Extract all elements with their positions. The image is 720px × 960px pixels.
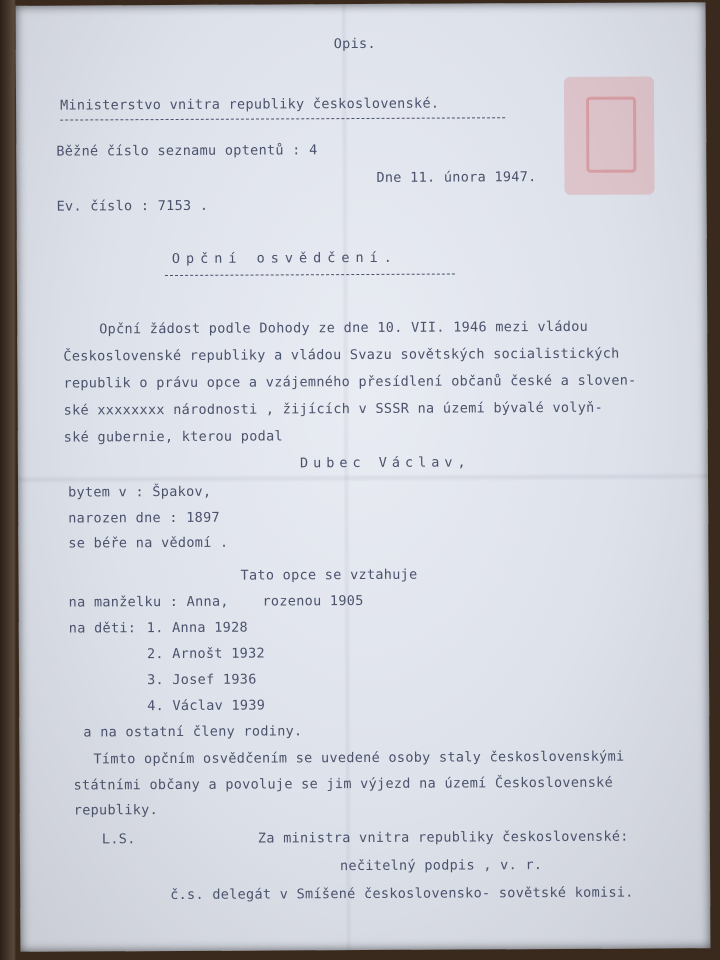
wife-line: na manželku : Anna, rozenou 1905 [68, 592, 364, 611]
closing-line-1: Tímto opčním osvědčením se uvedené osoby staly československými [93, 748, 625, 768]
body-line-1: Opční žádost podle Dohody ze dne 10. VII. 1946 mezi vládou [99, 318, 589, 338]
closing-line-2: státními občany a povoluje se jim výjezd na území Československé [73, 774, 614, 794]
body-line-2: Československé republiky a vládou Svazu sovětských socialistických [63, 345, 620, 365]
children-label: na děti: [68, 620, 137, 637]
document-sheet [16, 2, 711, 952]
document-title: Opční osvědčení. [171, 249, 398, 267]
other-members: a na ostatní členy rodiny. [83, 723, 303, 741]
delegate-line: č.s. delegát v Smíšené československo- sovětské komisi. [170, 884, 634, 904]
seal-mark: L.S. [101, 831, 136, 848]
residence: bytem v : Špakov, [68, 483, 212, 501]
child-1: 1. Anna 1928 [146, 619, 248, 637]
document-date: Dne 11. února 1947. [376, 169, 537, 186]
body-line-3: republik o právu opce a vzájemného přesídlení občanů české a sloven- [63, 372, 637, 392]
stamp-emblem-icon [586, 97, 636, 173]
illegible-signature: nečitelný podpis , v. r. [339, 857, 543, 875]
applicant-name: Dubec Václav, [299, 454, 471, 472]
ministry-heading: Ministerstvo vnitra republiky československé. [60, 95, 440, 114]
list-number: Běžné číslo seznamu optentů : 4 [56, 142, 318, 160]
ev-number: Ev. číslo : 7153 . [56, 197, 209, 215]
body-line-4: ské xxxxxxxx národnosti , žijících v SSSR na území bývalé volyň- [63, 399, 604, 419]
body-line-5: ské gubernie, kterou podal [63, 428, 283, 446]
red-stamp [564, 76, 655, 194]
child-3: 3. Josef 1936 [147, 671, 257, 689]
copy-title: Opis. [333, 35, 376, 53]
child-2: 2. Arnošt 1932 [146, 645, 265, 663]
child-4: 4. Václav 1939 [147, 697, 266, 715]
birth-year: narozen dne : 1897 [68, 509, 220, 527]
noted-line: se béře na vědomí . [68, 534, 229, 552]
family-intro: Tato opce se vztahuje [240, 566, 418, 584]
for-minister: Za ministra vnitra republiky československé: [257, 828, 629, 847]
closing-line-3: republiky. [73, 802, 159, 819]
ministry-underline [60, 117, 505, 120]
title-underline [165, 274, 455, 277]
